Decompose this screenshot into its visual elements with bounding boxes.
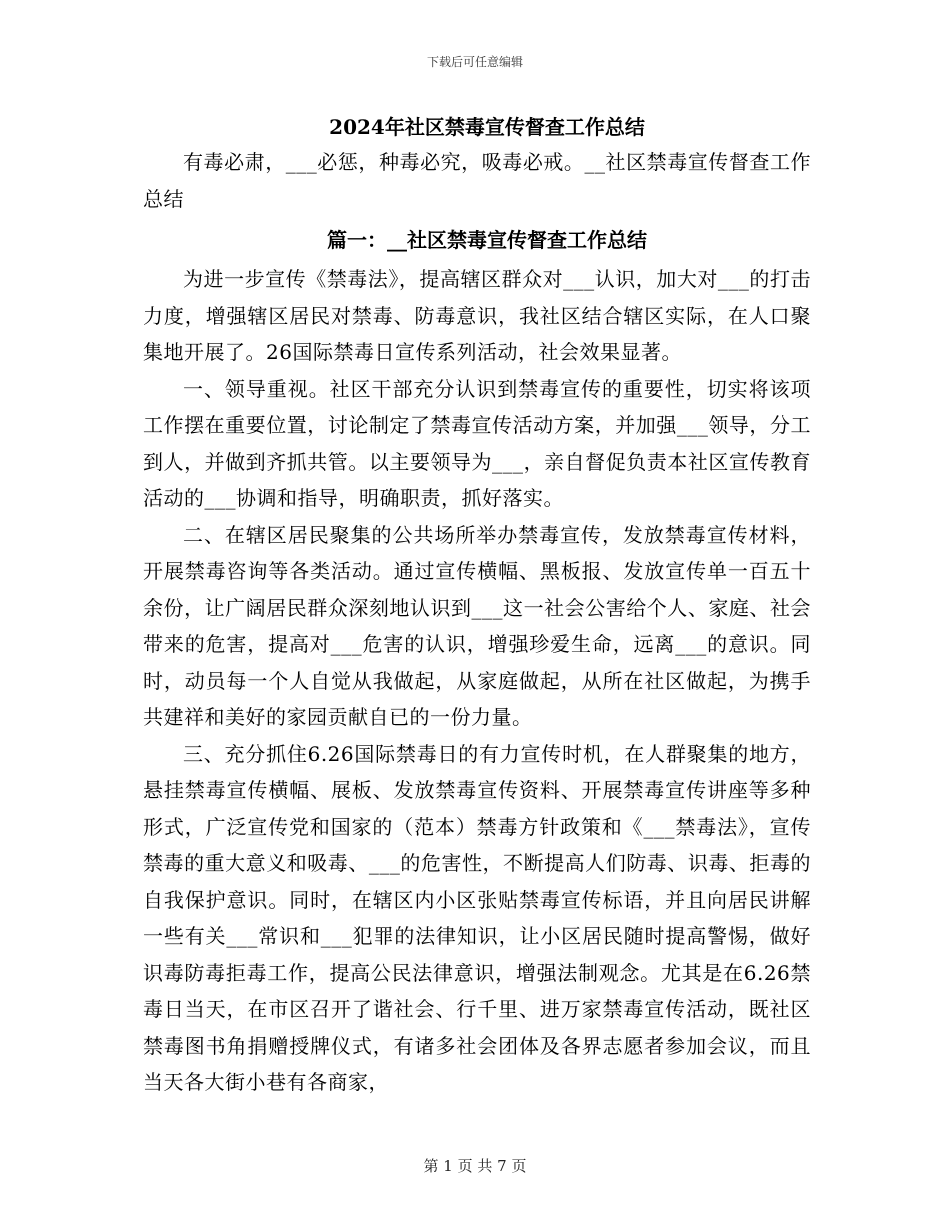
paragraph-2: 一、领导重视。社区干部充分认识到禁毒宣传的重要性，切实将该项工作摆在重要位置，讨论制定了禁毒宣传活动方案，并加强___领导，分工到人，并做到齐抓共管。以主要领导为___，亲自督促负责本社区宣传教育活动的___协调和指导，明确职责，抓好落实。 — [143, 376, 811, 510]
document-title: 2024年社区禁毒宣传督查工作总结 — [329, 115, 645, 139]
paragraph-3: 二、在辖区居民聚集的公共场所举办禁毒宣传，发放禁毒宣传材料，开展禁毒咨询等各类活动。通过宣传横幅、黑板报、发放宣传单一百五十余份，让广阔居民群众深刻地认识到___这一社会公害给个人、家庭、社会带来的危害，提高对___危害的认识，增强珍爱生命，远离___的意识。同时，动员每一个人自觉从我做起，从家庭做起，从所在社区做起，为携手共建祥和美好的家园贡献自已的一份力量。 — [143, 522, 811, 729]
header-note: 下载后可任意编辑 — [426, 55, 523, 69]
paragraph-1: 为进一步宣传《禁毒法》，提高辖区群众对___认识，加大对___的打击力度，增强辖区居民对禁毒、防毒意识，我社区结合辖区实际，在人口聚集地开展了。26国际禁毒日宣传系列活动，社会效果显著。 — [143, 267, 811, 364]
page-number: 第 1 页 共 7 页 — [423, 1157, 527, 1175]
paragraph-4: 三、充分抓住6.26国际禁毒日的有力宣传时机，在人群聚集的地方，悬挂禁毒宣传横幅、展板、发放禁毒宣传资料、开展禁毒宣传讲座等多种形式，广泛宣传党和国家的（范本）禁毒方针政策和《___禁毒法》，宣传禁毒的重大意义和吸毒、___的危害性，不断提高人们防毒、识毒、拒毒的自我保护意识。同时，在辖区内小区张贴禁毒宣传标语，并且向居民讲解一些有关___常识和___犯罪的法律知识，让小区居民随时提高警惕，做好识毒防毒拒毒工作，提高公民法律意识，增强法制观念。尤其是在6.26禁毒日当天，在市区召开了谐社会、行千里、进万家禁毒宣传活动，既社区禁毒图书角捐赠授牌仪式，有诸多社会团体及各界志愿者参加会议，而且当天各大街小巷有各商家， — [143, 741, 811, 1094]
document-body — [143, 112, 811, 1101]
intro-paragraph: 有毒必肃，___必惩，种毒必究，吸毒必戒。__社区禁毒宣传督查工作总结 — [143, 150, 811, 211]
section-title: 篇一：__社区禁毒宣传督查工作总结 — [327, 228, 647, 252]
